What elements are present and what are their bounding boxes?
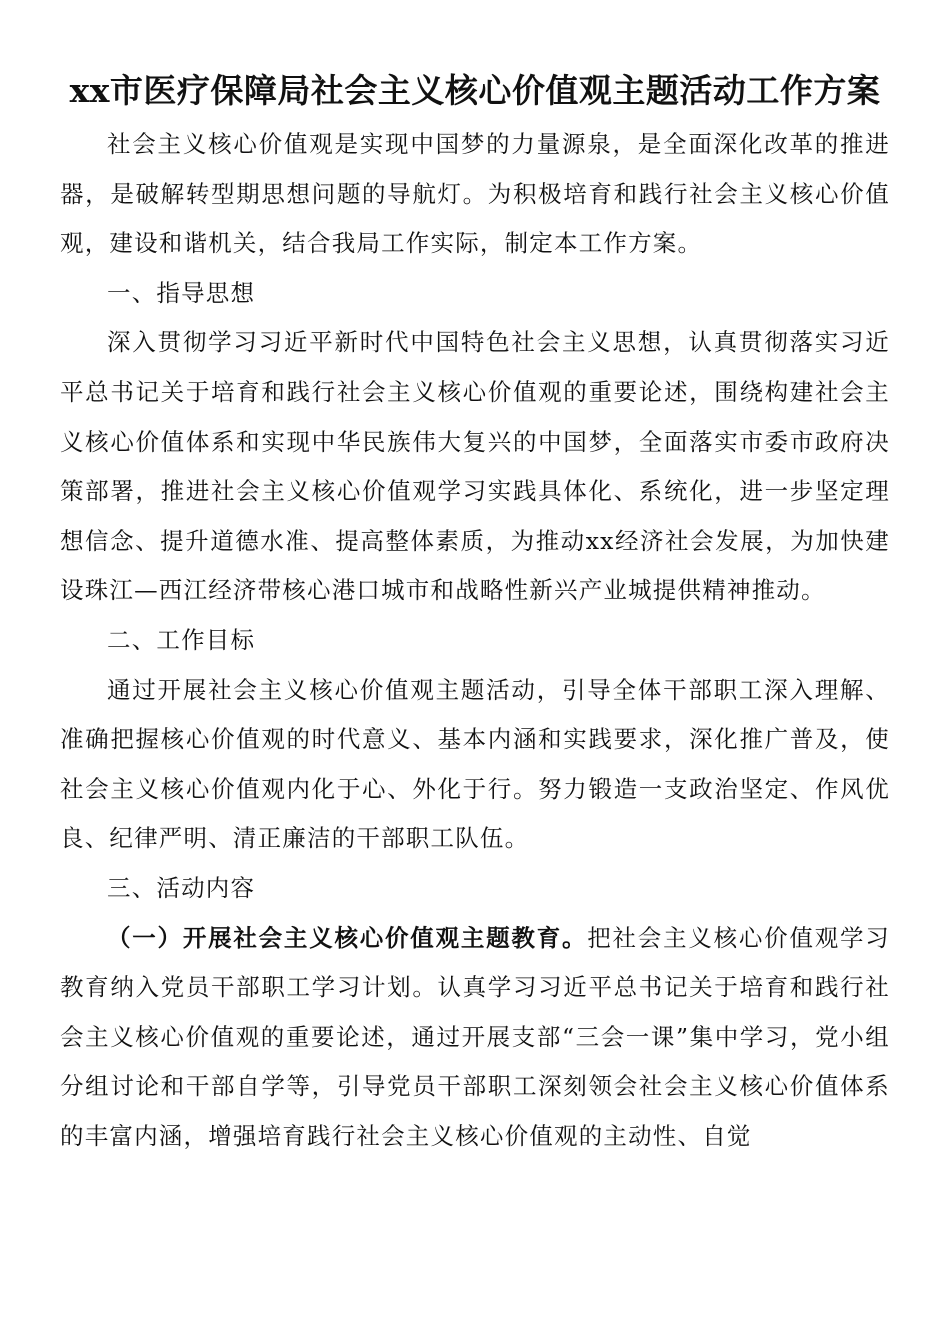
section-heading-activity-content: 三、活动内容	[107, 873, 256, 902]
subsection-lead-theme-education: （一）开展社会主义核心价值观主题教育。	[107, 923, 588, 952]
section-body-guiding-ideology: 深入贯彻学习习近平新时代中国特色社会主义思想，认真贯彻落实习近平总书记关于培育和践行社会主义核心价值观的重要论述，围绕构建社会主义核心价值体系和实现中华民族伟大复兴的中国梦，全面落实市委市政府决策部署，推进社会主义核心价值观学习实践具体化、系统化，进一步坚定理想信念、提升道德水准、提高整体素质，为推动xx经济社会发展，为加快建设珠江—西江经济带核心港口城市和战略性新兴产业城提供精神推动。	[60, 328, 890, 605]
intro-paragraph: 社会主义核心价值观是实现中国梦的力量源泉，是全面深化改革的推进器，是破解转型期思想问题的导航灯。为积极培育和践行社会主义核心价值观，建设和谐机关，结合我局工作实际，制定本工作方案。	[60, 130, 890, 258]
section-heading-work-goals: 二、工作目标	[107, 625, 256, 654]
subsection-body-theme-education: 把社会主义核心价值观学习教育纳入党员干部职工学习计划。认真学习习近平总书记关于培育和践行社会主义核心价值观的重要论述，通过开展支部“三会一课”集中学习，党小组分组讨论和干部自学等，引导党员干部职工深刻领会社会主义核心价值体系的丰富内涵，增强培育践行社会主义核心价值观的主动性、自觉	[60, 923, 890, 1150]
document-title: xx市医疗保障局社会主义核心价值观主题活动工作方案	[69, 71, 881, 110]
subsection-paragraph-theme-education	[60, 914, 890, 1162]
section-heading-guiding-ideology: 一、指导思想	[107, 278, 256, 307]
section-body-work-goals: 通过开展社会主义核心价值观主题活动，引导全体干部职工深入理解、准确把握核心价值观的时代意义、基本内涵和实践要求，深化推广普及，使社会主义核心价值观内化于心、外化于行。努力锻造一支政治坚定、作风优良、纪律严明、清正廉洁的干部职工队伍。	[60, 675, 890, 853]
